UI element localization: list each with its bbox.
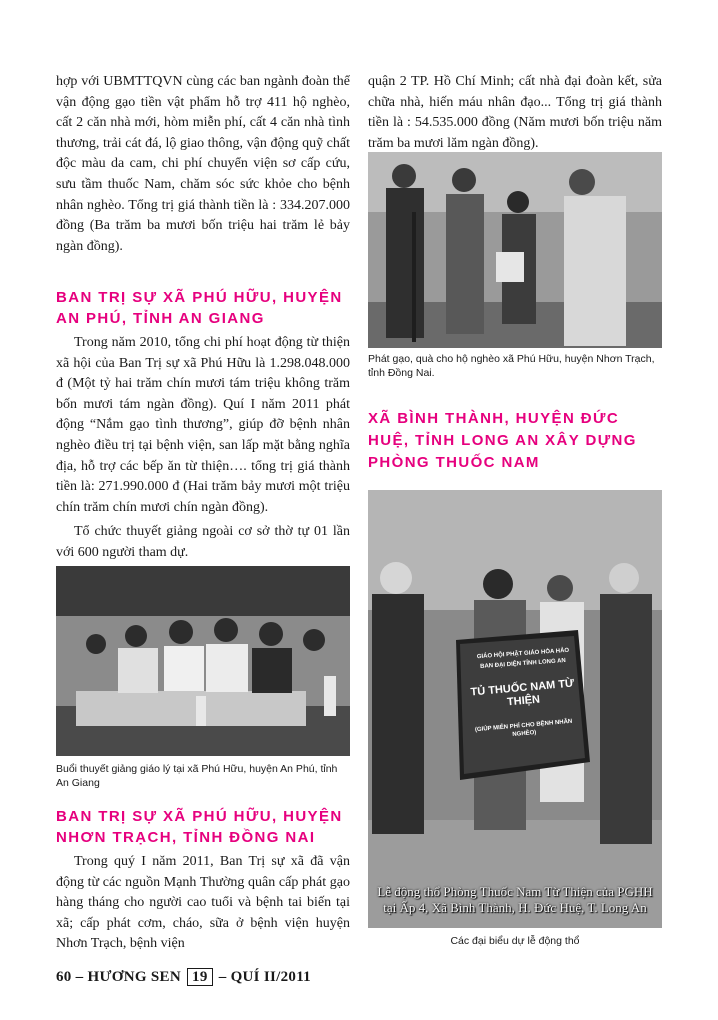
intro-paragraph: hợp với UBMTTQVN cùng các ban ngành đoàn thể vận động gạo tiền vật phẩm hỗ trợ 411 hộ nghèo, cất 2 căn nhà mới, hòm miễn phí, cất 4 căn nhà tình thương, trải cát đá, lộ giao thông, vận động quỹ chất độc màu da cam, chi phí chuyển viện sơ cấp cứu, sưu tầm thuốc Nam, chăm sóc sức khỏe cho bệnh nhân nghèo. Tổng trị giá thành tiền là : 334.207.000 đồng (Ba trăm ba mươi bốn triệu hai trăm lẻ bảy ngàn đồng). (56, 74, 350, 254)
sermon-photo (56, 566, 350, 756)
banner-subtitle: (GIÚP MIỄN PHÍ CHO BỆNH NHÂN NGHÈO) (474, 718, 573, 739)
photo-caption-sermon: Buổi thuyết giảng giáo lý tại xã Phú Hữu, huyện An Phú, tỉnh An Giang (56, 763, 338, 789)
paragraph-sermon: Tổ chức thuyết giảng ngoài cơ sở thờ tự 01 lần với 600 người tham dự. (56, 524, 350, 560)
banner-main-title: TỦ THUỐC NAM TỪ THIỆN (470, 677, 575, 709)
paragraph-quy1: Trong quý I năm 2011, Ban Trị sự xã đã vận động từ các nguồn Mạnh Thường quân cấp phát gạo hàng tháng cho người cao tuổi và bệnh tai biến tại xã; cấp phát cơm, cháo, sữa ở bệnh viện huyện Nhơn Trạch, bệnh viện (56, 854, 350, 952)
issue-quarter: QUÍ II/2011 (230, 969, 311, 985)
paragraph-2010: Trong năm 2010, tổng chi phí hoạt động từ thiện xã hội của Ban Trị sự xã Phú Hữu là 1.298.048.000 đ (Một tỷ hai trăm chín mươi tám triệu không trăm bốn mươi tám ngàn đồng). Quí I năm 2011 phát động “Nắm gạo tình thương”, giúp đỡ bệnh nhân nghèo điều trị tại bệnh viện, san lấp mặt bằng nghĩa địa, hỗ trợ các bếp ăn từ thiện…. tổng trị giá thành tiền là: 271.990.000 đ (Hai trăm bảy mươi một triệu chín trăm chín mươi chín ngàn đồng). (56, 335, 350, 515)
section-heading-phu-huu-an-phu: BAN TRỊ SỰ XÃ PHÚ HỮU, HUYỆN AN PHÚ, TỈNH AN GIANG (56, 289, 343, 327)
page-footer (56, 968, 476, 986)
rice-distribution-photo (368, 152, 662, 348)
photo-overlay-line2: tại Ấp 4, Xã Bình Thành, H. Đức Huệ, T. Long An (383, 900, 647, 915)
banner-org-line1: GIÁO HỘI PHẬT GIÁO HÒA HẢO (476, 647, 570, 661)
continuation-paragraph: quận 2 TP. Hồ Chí Minh; cất nhà đại đoàn kết, sửa chữa nhà, hiến máu nhân đạo... Tổng trị giá thành tiền là : 54.535.000 đồng (Năm mươi bốn triệu năm trăm ba mươi lăm ngàn đồng). (368, 74, 662, 151)
photo-caption-rice: Phát gạo, quà cho hộ nghèo xã Phú Hữu, huyện Nhơn Trạch, tỉnh Đồng Nai. (368, 353, 655, 379)
section-heading-binh-thanh: XÃ BÌNH THÀNH, HUYỆN ĐỨC HUỆ, TỈNH LONG AN XÂY DỰNG PHÒNG THUỐC NAM (368, 410, 637, 471)
page-number: 60 (56, 969, 72, 985)
banner-org-line2: BAN ĐẠI DIỆN TỈNH LONG AN (480, 658, 566, 670)
magazine-name: HƯƠNG SEN (87, 969, 181, 985)
footer-dash: – (75, 969, 84, 985)
groundbreaking-photo (368, 490, 662, 928)
photo-overlay-line1: Lễ động thổ Phòng Thuốc Nam Từ Thiện của PGHH (377, 884, 653, 899)
section-heading-phu-huu-nhon-trach: BAN TRỊ SỰ XÃ PHÚ HỮU, HUYỆN NHƠN TRẠCH, TỈNH ĐỒNG NAI (56, 808, 343, 846)
photo-caption-groundbreaking: Các đại biểu dự lễ động thổ (450, 935, 580, 947)
issue-number-badge: 19 (187, 968, 213, 986)
footer-dash: – (218, 969, 227, 985)
